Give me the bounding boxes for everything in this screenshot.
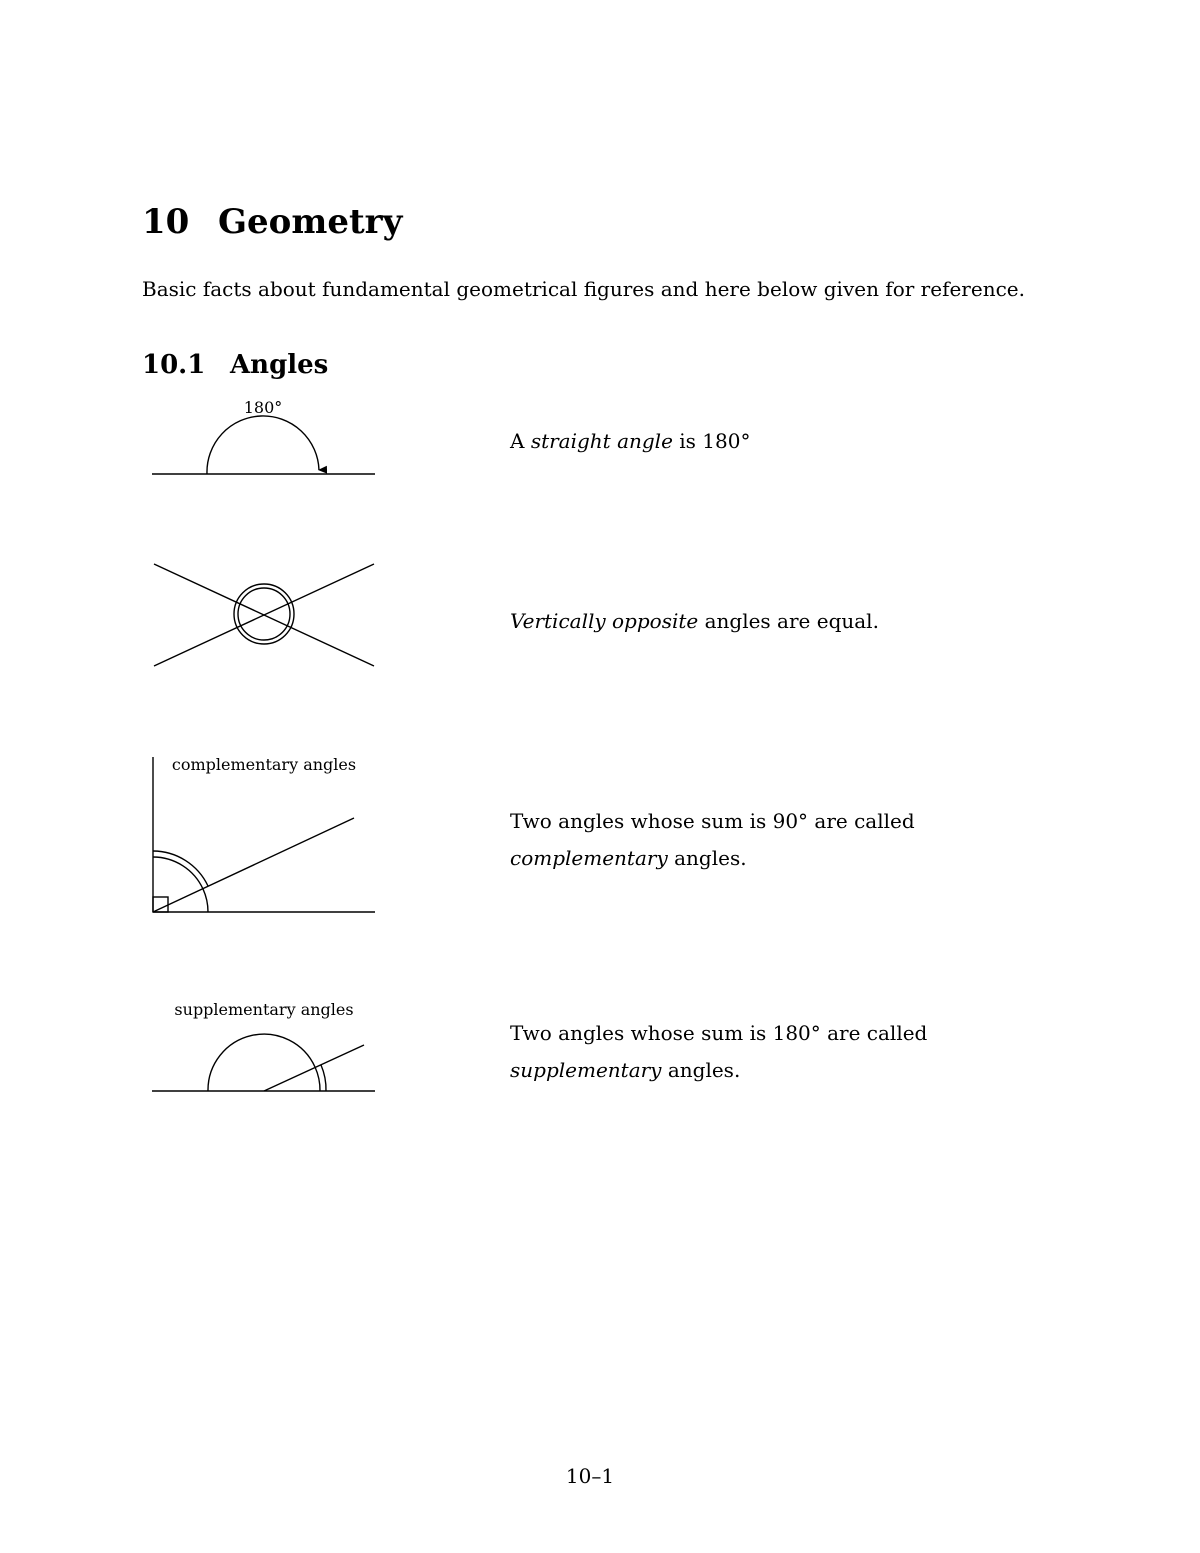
section-title: Geometry [218, 202, 403, 242]
text: is 180° [672, 429, 751, 453]
outer-arc [234, 584, 294, 644]
line-1: Two angles whose sum is 180° are called [510, 1021, 928, 1045]
ray [264, 1045, 364, 1091]
straight-angle-arc [207, 416, 319, 474]
small-angle-arc-inner [315, 1067, 320, 1091]
straight-angle-figure [152, 398, 375, 474]
large-angle-arc [208, 1034, 315, 1091]
complementary-figure [153, 755, 375, 912]
text: A [510, 429, 531, 453]
straight-angle-description [510, 423, 750, 460]
supplementary-label: supplementary angles [174, 1000, 354, 1019]
middle-ray [153, 818, 354, 912]
inner-arc [238, 588, 290, 640]
supplementary-description [510, 1015, 927, 1089]
text: angles. [661, 1058, 741, 1082]
vertical-angles-figure [154, 564, 374, 666]
complementary-label: complementary angles [171, 755, 357, 774]
intro-paragraph: Basic facts about fundamental geometrical figures and here below given for reference. [142, 277, 1025, 301]
text: angles are equal. [698, 609, 879, 633]
page-number: 10–1 [565, 1464, 615, 1488]
text: angles. [667, 846, 747, 870]
term-complementary: complementary [510, 846, 668, 870]
line-2 [510, 840, 915, 877]
supplementary-figure [152, 1000, 375, 1091]
vertical-angles-description [510, 603, 879, 640]
upper-angle-arc-outer [153, 851, 208, 886]
term-supplementary: supplementary [510, 1058, 662, 1082]
upper-angle-arc [153, 857, 203, 889]
complementary-description [510, 803, 915, 877]
small-angle-arc-outer [321, 1065, 326, 1091]
section-number: 10 [142, 202, 190, 242]
term-vertically-opposite: Vertically opposite [510, 609, 699, 633]
line-1: Two angles whose sum is 90° are called [510, 809, 915, 833]
subsection-title: Angles [230, 350, 329, 380]
right-angle-marker [153, 897, 168, 912]
straight-angle-label: 180° [243, 398, 283, 417]
subsection-number: 10.1 [142, 350, 206, 380]
term-straight-angle: straight angle [530, 429, 673, 453]
line-2 [510, 1052, 927, 1089]
lower-angle-arc [203, 889, 208, 912]
